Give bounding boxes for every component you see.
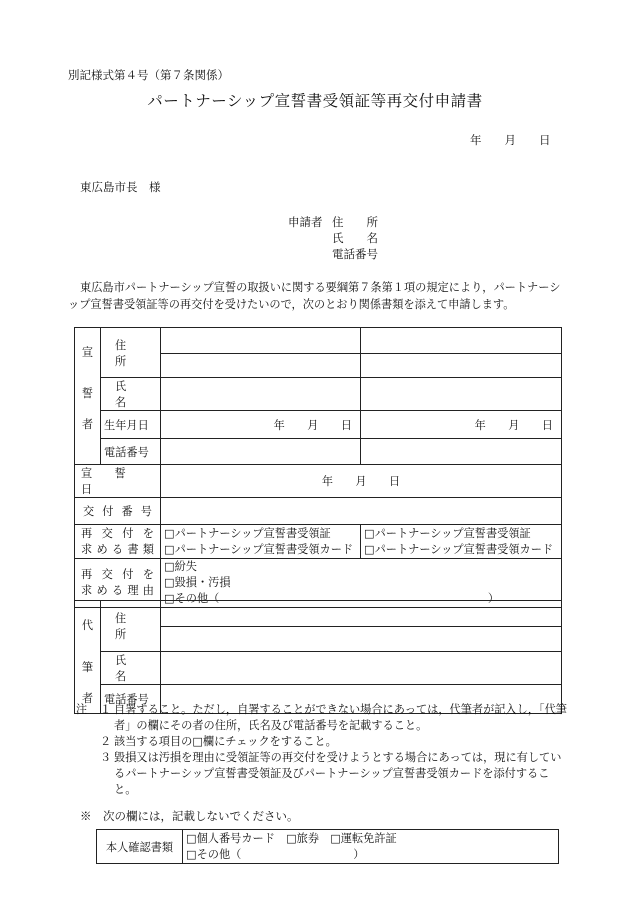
proxy-table (74, 600, 562, 714)
declarant1-phone-input[interactable] (161, 439, 361, 465)
application-date: 年 月 日 (470, 133, 551, 147)
declarant-birthdate-label: 生年月日 (101, 411, 161, 439)
declarant-label-end (75, 439, 101, 465)
declarant1-birthdate-input[interactable]: 年 月 日 (161, 411, 361, 439)
proxy-name-label: 氏 名 (101, 652, 161, 685)
note-3: ３ 毀損又は汚損を理由に受領証等の再交付を受けようとする場合にあっては，現に有しているパートナーシップ宣誓書受領証及びパートナーシップ宣誓書受領カードを添付すること。 (100, 751, 562, 796)
declarant-phone-label: 電話番号 (101, 439, 161, 465)
declarant-name-label: 氏 名 (101, 378, 161, 411)
doc1-certificate-checkbox[interactable]: □パートナーシップ宣誓書受領証 (164, 526, 331, 540)
reissue-docs-col2 (361, 525, 562, 559)
proxy-label: 代 (75, 601, 101, 652)
declarant-address-label: 住 所 (101, 328, 161, 378)
doc2-card-checkbox[interactable]: □パートナーシップ宣誓書受領カード (364, 542, 554, 556)
addressee: 東広島市長 様 (80, 180, 161, 194)
doc2-certificate-checkbox[interactable]: □パートナーシップ宣誓書受領証 (364, 526, 531, 540)
oath-date-label: 宣 誓 日 (75, 465, 161, 498)
issue-number-label: 交付番号 (75, 498, 161, 525)
reason-damaged-checkbox[interactable]: □毀損・汚損 (164, 576, 231, 589)
form-label: 別記様式第４号（第７条関係） (68, 68, 229, 82)
declarant2-birthdate-input[interactable]: 年 月 日 (361, 411, 562, 439)
id-check-table (96, 829, 559, 864)
office-use-remark: ※ 次の欄には，記載しないでください。 (80, 809, 299, 823)
doc1-card-checkbox[interactable]: □パートナーシップ宣誓書受領カード (164, 542, 354, 556)
declarant-label: 宣 (75, 328, 101, 378)
id-options-line2[interactable]: □その他（ ） (186, 847, 365, 861)
oath-date-input[interactable]: 年 月 日 (161, 465, 562, 498)
issue-number-input[interactable] (161, 498, 562, 525)
declarant1-address-input[interactable] (161, 328, 361, 354)
proxy-label-2: 筆 (75, 652, 101, 685)
notes (76, 702, 570, 798)
id-docs-options (183, 830, 559, 864)
proxy-address-input[interactable] (161, 601, 562, 627)
reissue-reason-label: 再交付を 求める理由 (75, 559, 161, 608)
applicant-phone-label: 電話番号 (332, 247, 378, 261)
declarant-label-3: 者 (75, 411, 101, 439)
declarant2-address-input[interactable] (361, 328, 562, 354)
declarant-table (74, 327, 562, 608)
reason-lost-checkbox[interactable]: □紛失 (164, 560, 197, 573)
applicant-address-label: 住 所 (332, 215, 378, 229)
declarant1-address-input2[interactable] (161, 354, 361, 378)
note-2: ２ 該当する項目の□欄にチェックをすること。 (100, 735, 337, 748)
proxy-address-label: 住 所 (101, 601, 161, 652)
declarant2-name-input[interactable] (361, 378, 562, 411)
declarant2-address-input2[interactable] (361, 354, 562, 378)
reason-other-checkbox[interactable]: □その他（ ） (164, 592, 500, 605)
proxy-label-3: 者 (75, 685, 101, 714)
page-title: パートナーシップ宣誓書受領証等再交付申請書 (147, 92, 483, 110)
applicant-name-label: 氏 名 (332, 231, 378, 245)
note-1: 注 １ 自署すること。ただし，自署することができない場合にあっては，代筆者が記入し，「代筆者」の欄にその者の住所，氏名及び電話番号を記載すること。 (76, 703, 567, 732)
proxy-phone-label: 電話番号 (101, 685, 161, 714)
reissue-docs-col1 (161, 525, 361, 559)
declarant2-phone-input[interactable] (361, 439, 562, 465)
proxy-name-input[interactable] (161, 652, 562, 685)
reissue-docs-label: 再交付を 求める書類 (75, 525, 161, 559)
applicant-label: 申請者 (288, 215, 323, 229)
body-text: 東広島市パートナーシップ宣誓の取扱いに関する要綱第７条第１項の規定により，パートナーシップ宣誓書受領証等の再交付を受けたいので，次のとおり関係書類を添えて申請します。 (68, 281, 561, 311)
proxy-address-input2[interactable] (161, 627, 562, 652)
id-options-line1[interactable]: □個人番号カード □旅券 □運転免許証 (186, 831, 397, 845)
applicant-block (288, 214, 378, 262)
declarant1-name-input[interactable] (161, 378, 361, 411)
declarant-label-2: 誓 (75, 378, 101, 411)
id-docs-label: 本人確認書類 (97, 830, 183, 864)
